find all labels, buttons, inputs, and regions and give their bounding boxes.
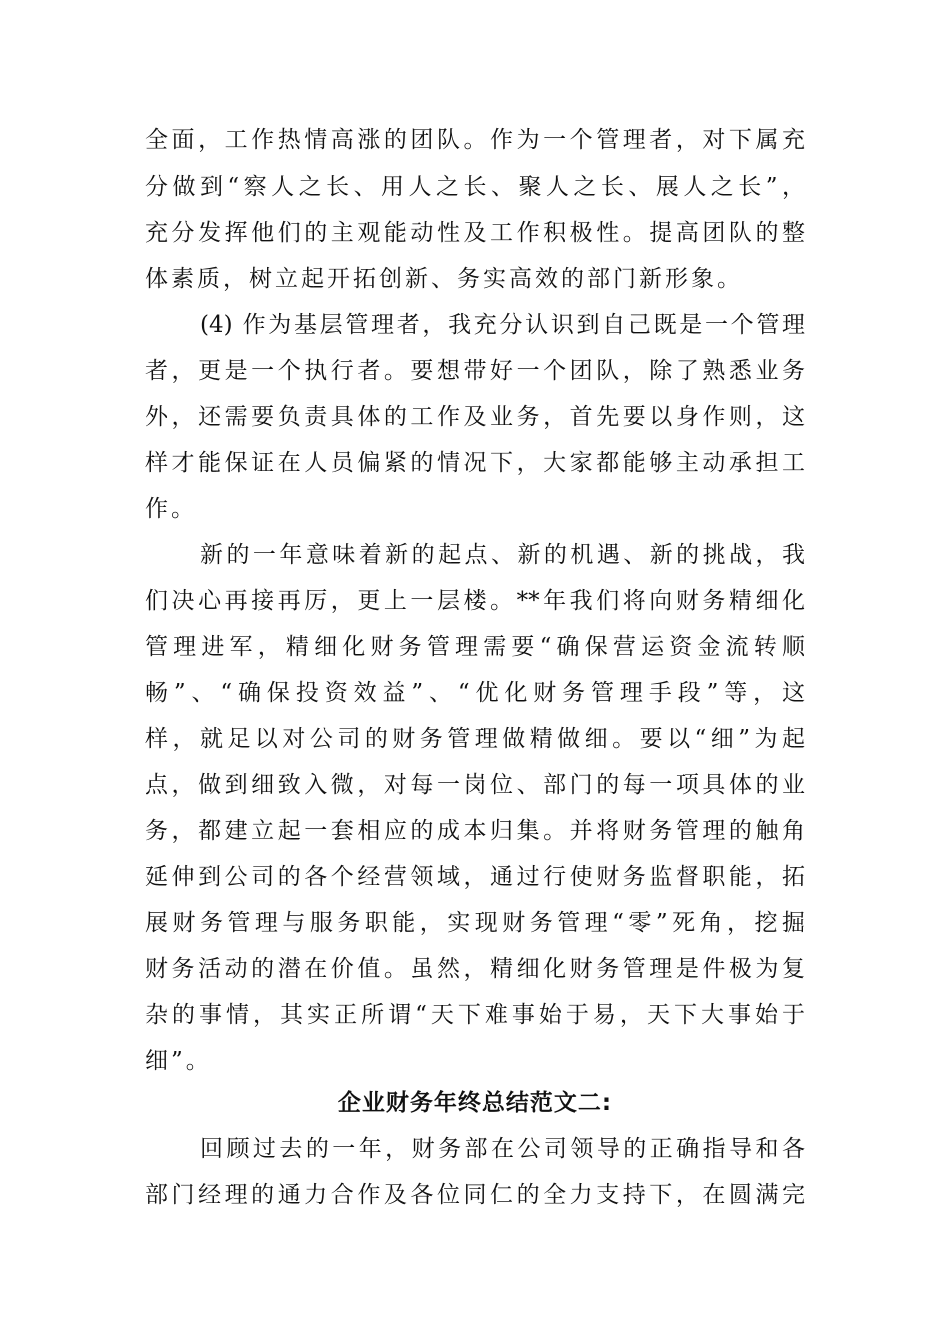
- text-line: 延伸到公司的各个经营领域，通过行使财务监督职能，拓: [145, 864, 805, 890]
- text-line: 们决心再接再厉，更上一层楼。**年我们将向财务精细化: [145, 588, 805, 614]
- text-line: 回顾过去的一年，财务部在公司领导的正确指导和各: [200, 1136, 805, 1162]
- text-line: 分做到“察人之长、用人之长、聚人之长、展人之长”，: [145, 174, 805, 200]
- text-line: 财务活动的潜在价值。虽然，精细化财务管理是件极为复: [145, 956, 805, 982]
- text-line: 务，都建立起一套相应的成本归集。并将财务管理的触角: [145, 818, 805, 844]
- text-line: 点，做到细致入微，对每一岗位、部门的每一项具体的业: [145, 772, 805, 798]
- text-line: 全面，工作热情高涨的团队。作为一个管理者，对下属充: [145, 127, 805, 153]
- text-line: 外，还需要负责具体的工作及业务，首先要以身作则，这: [145, 404, 805, 430]
- text-line: 样，就足以对公司的财务管理做精做细。要以“细”为起: [145, 726, 805, 752]
- text-line: 部门经理的通力合作及各位同仁的全力支持下，在圆满完: [145, 1182, 805, 1208]
- text-line: 细”。: [145, 1048, 212, 1074]
- text-line: 新的一年意味着新的起点、新的机遇、新的挑战，我: [200, 542, 805, 568]
- text-line: 者，更是一个执行者。要想带好一个团队，除了熟悉业务: [145, 358, 805, 384]
- text-line: 杂的事情，其实正所谓“天下难事始于易，天下大事始于: [145, 1002, 805, 1028]
- section-heading: 企业财务年终总结范文二:: [337, 1090, 613, 1116]
- text-line: 管理进军，精细化财务管理需要“确保营运资金流转顺: [145, 634, 805, 660]
- text-line: 充分发挥他们的主观能动性及工作积极性。提高团队的整: [145, 220, 805, 246]
- text-line: (4) 作为基层管理者，我充分认识到自己既是一个管理: [200, 312, 805, 338]
- text-line: 作。: [145, 496, 197, 522]
- text-line: 样才能保证在人员偏紧的情况下，大家都能够主动承担工: [145, 450, 805, 476]
- text-line: 体素质，树立起开拓创新、务实高效的部门新形象。: [145, 266, 743, 292]
- text-line: 展财务管理与服务职能，实现财务管理“零”死角，挖掘: [145, 910, 805, 936]
- text-line: 畅”、“确保投资效益”、“优化财务管理手段”等，这: [145, 680, 805, 706]
